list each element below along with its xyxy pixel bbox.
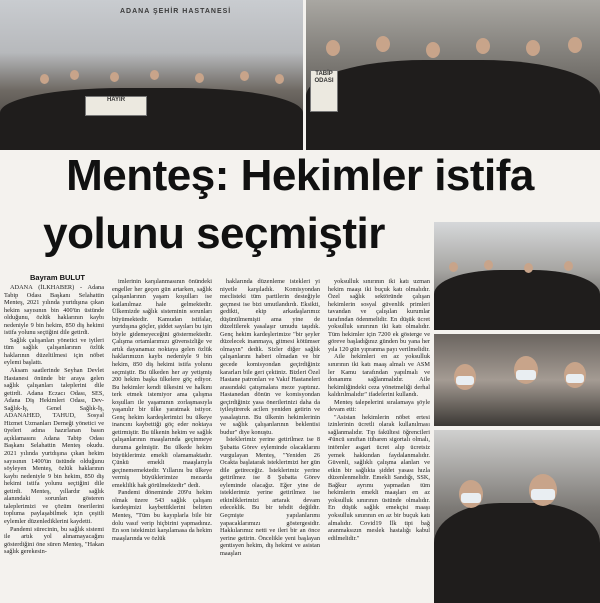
headline-line-1: Menteş: Hekimler istifa xyxy=(66,151,534,200)
person-head xyxy=(195,73,204,83)
paragraph: "Asistan hekimlerin nöbet ertesi izinlerinin ücretli olarak kullanılması sağlanmalıdır. Tıp fakültesi öğrencileri 4'üncü sınıftan itibaren sigortalı olmalı, intörnler asgari ücret alıp ücretsiz yemek hakkından faydalanmalıdır. Güvenli, sağlıklı çalışma alanları ve etkin bir sağlıkta şiddet yasası hızla düzenlenmelidir. Emekli Sandığı, SSK, Bağkur ayrımı yapmadan tüm hekimlerin emekli maaşları en az yoksulluk sınırının üstünde olmalıdır. En düşük sağlık emekçisi maaşı yoksulluk sınırının en az bir buçuk katı almalıdır. Covid19 İlk tipi bağ aranmaksızın meslek hastalığı kabul edilmelidir." xyxy=(328,413,430,542)
protest-photo-right-2 xyxy=(434,334,600,426)
article-column-3 xyxy=(220,278,320,603)
paragraph: Sağlık çalışanları yönetici ve iyileri tüm sağlık çalışanlarının özlük haklarının düzeltilmesi için nöbet eylemi başlattı. xyxy=(4,336,104,367)
headline-line-2: yolunu seçmiştir xyxy=(43,209,385,258)
paragraph: Aile hekimleri en az yoksulluk sınırının iki katı maaş almalı ve ASM ler Kamu tarafından yapılmalı ve donanımı sağlanmalıdır. Aile hekimliğindeki ceza yönetmeliği derhal kaldırılmalıdır" ifadelerini kullandı. xyxy=(328,353,430,399)
person-head xyxy=(110,72,119,82)
article-column-4 xyxy=(328,278,430,603)
article-column-1 xyxy=(4,284,104,603)
face-mask xyxy=(456,376,474,385)
person-head xyxy=(275,74,284,84)
protest-photo-right xyxy=(306,0,600,150)
paragraph: Aksam saatlerinde Seyhan Devlet Hastanesi önünde bir araya gelen sağlık çalışanları taleplerini dile getirdi. Adana Eczacı Odası, SES, Adana Diş Hekimleri Odası, Dev-Sağlık-İş, Genel Sağlık-İş, ADANAHED, TAHUD, Sosyal Hizmet Uzmanları Derneği yönetici ve üyeleri adına hazırlanan basın açıklamasını Adana Tabip Odası Başkanı Selahattin Menteş okudu. 2021 yılında yurtdışına çıkan hekim sayısının 1400'ün üstünde olduğunu söyleyen Menteş, özlük haklarının kaybı nedeniyle 9 bin hekim, 850 diş hekimi istifa yolunu seçtiğini dile getirdi. Menteş, yıllardır sağlık alanındaki sorunları gösteren taleplerimizi ve çözüm önerilerini topluma paylaşabilmek için çeşitli eylemler düzenlediklerini kaydetti. xyxy=(4,367,104,525)
face-mask xyxy=(566,374,584,383)
crowd-shape xyxy=(434,503,600,603)
person-head xyxy=(150,70,159,80)
crowd-shape xyxy=(434,270,600,330)
face-mask xyxy=(461,493,481,503)
person-head xyxy=(526,40,540,56)
paragraph: imlerinin karşılanmasının önündeki engeller her geçen gün artarken, sağlık çalışanlarının yaşam koşulları ise katlanılmaz hale gelmektedir. Ülkemizde sağlık sisteminin sorunları büyümektedir. Kamudan istifalar, yurtdışına göçler, şiddet sayıları bu işin böyle gidemeyeceğini göstermektedir. Çalışma ortamlarımızı güvensizliğe ve artık dayanamaz noktaya gelen özlük haklarımızın kaybı nedeniyle 9 bin hekim, 850 diş hekimi istifa yolunu seçmiştir. Bu ülkeden her ay yetişmiş 200 hekim başka ülkelere göç ediyor. Bu hekimler kendi ülkesini ve halkını terk etmek istemiyor ama çalışma koşulları ile yaşamının zorlaşmasıyla yaşanılır bir ülke yaratmak istiyor. Genç hekim kardeşlerimizi bu ülkeye inancını kaybettiği göç eder noktaya getirmiştir. Bu ülkenin hekim ve sağlık çalışanlarının maaşlarında geçinmeye duruma gelmiştir. Bu ülkede hekim büyüklerimiz emekli olamamaktadır. Çünkü emekli maaşlarıyla geçinememektedir. Yıllarını bu ülkeye vermiş büyüklerimize mezarda emeklilik hak görülmektedir" dedi. xyxy=(112,278,212,489)
paragraph: ADANA (İLKHABER) - Adana Tabip Odası Başkanı Selahattin Menteş, 2021 yılında yurtdışına çıkan hekim sayısının bin 400'ün üstünde olduğunu, özlük haklarının kaybı nedeniyle 9 bin hekim, 850 diş hekimi istifa yolunu seçtiğini dile getirdi. xyxy=(4,284,104,337)
person-head xyxy=(326,40,340,56)
person-head xyxy=(376,36,390,52)
paragraph: Menteş talepelerini sıralamaya şöyle devam etti: xyxy=(328,398,430,414)
paragraph: haklarında düzenleme istekleri yi niyetle karşıladık. Komisyondan meclisteki tüm partilerin desteğiyle geçmesi ise bizi umutlandırdı. Eksikti, gedikti, ekip arkadaşlarımız düşünülmemişti ama yine de düzeltilerek yasalaşır umudu taşıdık. Genç hekim kardeşlerimize "bir şeyler düzelecek inanmaya, gitmesi kötümser olmayın" dedik. Sizler diğer sağlık çalışanlarını haberi olmadan ve bir gecede komisyondan geçirdiğiniz kararları bile geri çektiniz. Bizleri Özel Hastane patronları ve Vakıf Hastaneleri arasındaki çatışmalara meze yaptınız. Hastanedan dönün ve komisyondan geçirdiğiniz yasa önerilerinizi daha da iyileştirerek acilen yeniden getirin ve yasalaştırın. Bu ülkenin hekimlerinin ve sağlık çalışanlarının beklentisi budur" diye konuştu. xyxy=(220,278,320,436)
person-head xyxy=(70,70,79,80)
person-head xyxy=(426,42,440,58)
protest-poster: TABİP ODASI xyxy=(310,70,338,112)
person-head xyxy=(476,38,490,54)
protest-photo-right-1 xyxy=(434,222,600,330)
person-head xyxy=(564,261,573,271)
protest-photo-left xyxy=(0,0,303,150)
paragraph: Pandemi sürecinin, bu sağlık sistemi ile artık yol alınamayacağını gösterdiğini öne süren Menteş, "Hakan sağlık gerekesin- xyxy=(4,525,104,556)
article-column-2 xyxy=(112,278,212,603)
hospital-sign: ADANA ŞEHİR HASTANESİ xyxy=(120,8,232,15)
paragraph: Pandemi döneminde 209'u hekim olmak üzere 543 sağlık çalışanı kardeşimizi kaybettiklerini belirten Menteş, "Tüm bu kayıplarla bile bir dolu vasıf verip hiçbirini yapmadınız. En son istekimizi karşılamasa da hekim maaşlarında ve özlük xyxy=(112,489,212,542)
protest-banner: HAYIR xyxy=(85,96,147,116)
crowd-shape xyxy=(0,88,303,150)
crowd-shape xyxy=(306,60,600,150)
face-mask xyxy=(531,489,555,500)
person-head xyxy=(449,262,458,272)
person-head xyxy=(240,71,249,81)
face-mask xyxy=(516,370,536,380)
paragraph: yoksulluk sınırının iki katı uzman hekim maaşı iki buçuk katı olmalıdır. Özel sağlık sektöründe çalışan hekimlerin sosyal güvenlik primleri tavandan ve çalışılan kurumlar tarafından ödenmelidir. En düşük ücret yoksulluk sınırının iki katı olmalıdır. Tüm hekimler için 7200 ek gösterge ve göreve başladığınız günden bu yana her yıla 120 gün yıpranma payı verilmelidir. xyxy=(328,278,430,353)
person-head xyxy=(40,74,49,84)
person-head xyxy=(524,263,533,273)
paragraph: İsteklerimiz yerine getirilmez ise 8 Şubatta Görev eyleminde olacaklarını vurgulayan Menteş, "Yeniden 26 Ocakta başlatarak isteklerimizi her gün dile getireceğiz. İsteklerimiz yerine getirilmez ise 8 Şubatta Görev eyleminde olacağız. Eğer yine de isteklerimiz yerine getirilmez ise etkinliklerimizi artarak devam edeceklik. Bu bir tehdit değildir. Geçmişte yapılanlarımı yapacaklarımızı göstergesidir. Hakkılarımız netti ve ileri bir an önce yerine getirin. Öncelikle yeni başlayan gentisyen hekim, diş hekimi ve asistan maaşları xyxy=(220,436,320,557)
byline: Bayram BULUT xyxy=(30,273,86,282)
protest-photo-right-3 xyxy=(434,430,600,603)
person-head xyxy=(568,37,582,53)
person-head xyxy=(484,260,493,270)
